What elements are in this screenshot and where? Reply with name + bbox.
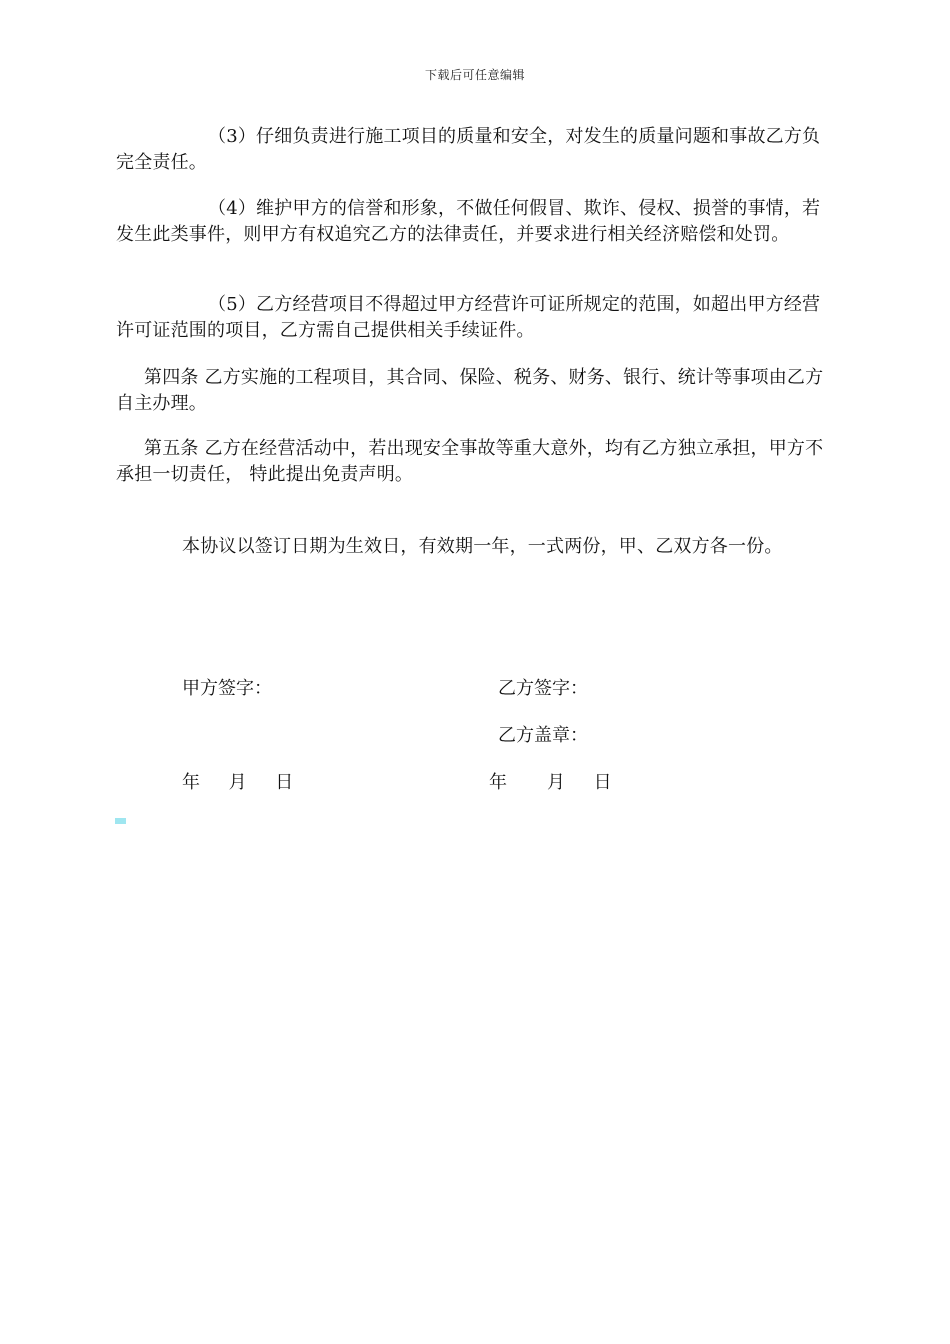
- party-b-signature-label: 乙方签字：: [498, 678, 588, 699]
- party-b-seal-label: 乙方盖章：: [498, 725, 588, 746]
- article-four: 第四条 乙方实施的工程项目，其合同、保险、税务、财务、银行、统计等事项由乙方自主办理。: [116, 367, 824, 414]
- clause-item-5: （5）乙方经营项目不得超过甲方经营许可证所规定的范围，如超出甲方经营许可证范围的项目，乙方需自己提供相关手续证件。: [116, 294, 821, 341]
- text-cursor-marker: [115, 818, 126, 824]
- party-a-signature-label: 甲方签字：: [182, 678, 272, 699]
- page-header-note: 下载后可任意编辑: [424, 68, 525, 82]
- article-five: 第五条 乙方在经营活动中，若出现安全事故等重大意外，均有乙方独立承担，甲方不承担一切责任， 特此提出免责声明。: [116, 438, 824, 485]
- clause-item-3: （3）仔细负责进行施工项目的质量和安全，对发生的质量问题和事故乙方负完全责任。: [116, 126, 821, 173]
- clause-item-4: （4）维护甲方的信誉和形象，不做任何假冒、欺诈、侵权、损誉的事情，若发生此类事件，则甲方有权追究乙方的法律责任，并要求进行相关经济赔偿和处罚。: [116, 198, 821, 245]
- party-a-date: 年 月 日: [182, 772, 294, 793]
- validity-statement: 本协议以签订日期为生效日，有效期一年，一式两份，甲、乙双方各一份。: [182, 536, 783, 557]
- party-b-date: 年 月 日: [489, 772, 612, 793]
